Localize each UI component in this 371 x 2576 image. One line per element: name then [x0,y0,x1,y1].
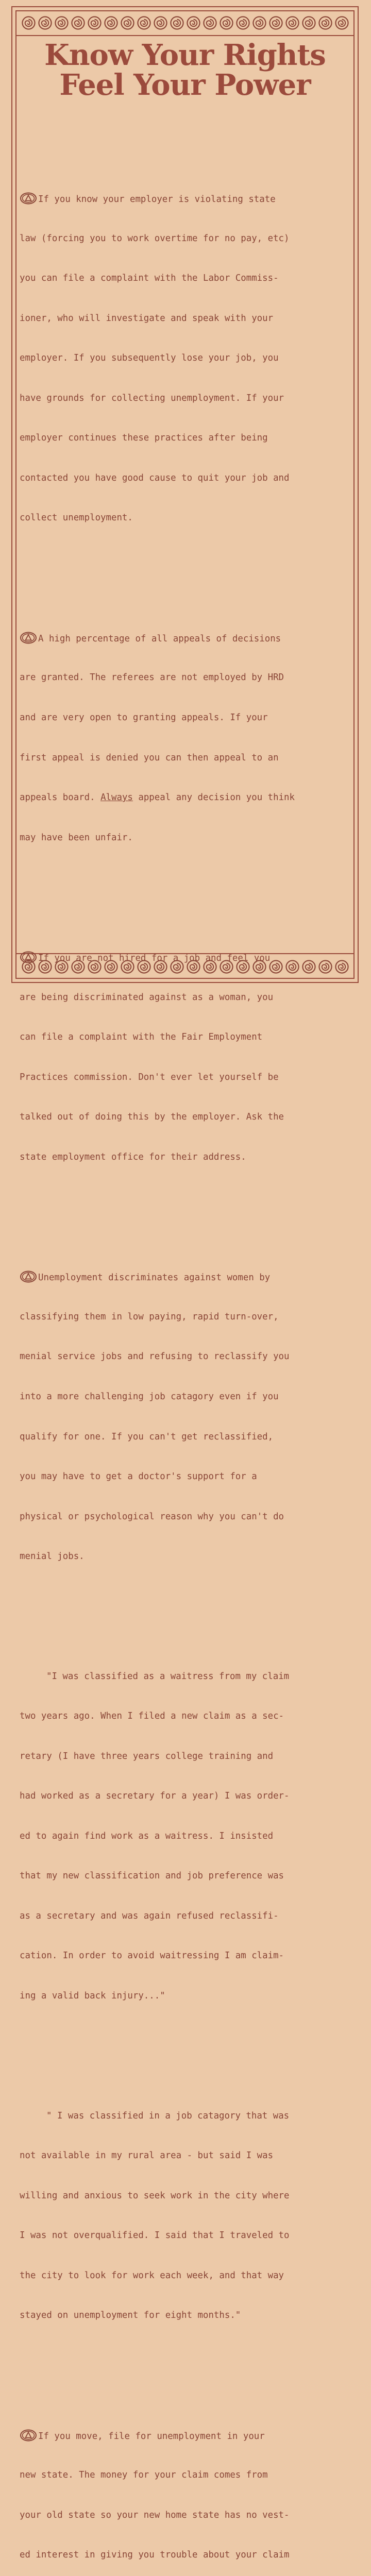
text-line: new state. The money for your claim comes from [20,2470,268,2481]
quote-2 [20,2083,352,2349]
text-line: "I was classified as a waitress from my claim [46,1671,290,1682]
text-line: physical or psychological reason why you can't do [20,1511,284,1522]
swirl-circle-icon [334,15,349,30]
text-line: two years ago. When I filed a new claim as a sec- [20,1711,284,1722]
text-line: have grounds for collecting unemployment. If your [20,393,284,403]
circled-triangle-icon [20,192,37,205]
title-line-1: Know Your Rights [44,38,326,72]
text-line: contacted you have good cause to quit your job and [20,472,290,483]
text-line: into a more challenging job catagory even if you [20,1392,279,1402]
swirl-circle-icon [235,15,250,30]
page-title [15,40,355,100]
swirl-circle-icon [104,15,119,30]
circled-triangle-icon [20,1270,37,1283]
text-span: appeal any decision you think [132,792,295,803]
swirl-circle-icon [87,15,102,30]
swirl-circle-icon [54,15,69,30]
article-body [20,112,352,2576]
swirl-circle-icon [219,15,234,30]
paragraph-2 [20,605,352,871]
text-line [20,1270,352,1284]
swirl-circle-icon [268,15,283,30]
text-line: ing a valid back injury..." [20,1990,165,2001]
text-span: A high percentage of all appeals of decisions [38,633,281,644]
text-line: you can file a complaint with the Labor Commiss- [20,273,279,284]
swirl-circle-icon [170,15,184,30]
text-line: employer. If you subsequently lose your job, you [20,353,279,364]
text-line: law (forcing you to work overtime for no pay, etc) [20,233,290,244]
title-line-2: Feel Your Power [59,68,311,102]
text-span: If you are not hired for a job and feel you [38,953,271,964]
paragraph-4 [20,1244,352,1590]
text-span: If you move, file for unemployment in your [38,2431,265,2442]
text-line: retary (I have three years college training and [20,1751,274,1761]
text-line: employer continues these practices after being [20,433,268,444]
circled-triangle-icon [20,951,37,963]
paragraph-3 [20,924,352,1191]
paragraph-1 [20,165,352,551]
text-line: ioner, who will investigate and speak with your [20,313,274,324]
quote-1 [20,1643,352,2029]
text-line: state employment office for their address. [20,1151,246,1162]
swirl-circle-icon [285,15,300,30]
text-line: as a secretary and was again refused reclassifi- [20,1910,279,1921]
swirl-circle-icon [252,15,267,30]
text-line: your old state so your new home state has no vest- [20,2510,290,2520]
text-line: I was not overqualified. I said that I traveled to [20,2230,290,2241]
text-line: you may have to get a doctor's support for a [20,1471,257,1482]
circled-triangle-icon [20,632,37,644]
swirl-circle-icon [38,15,53,30]
text-line: are being discriminated against as a woman, you [20,992,274,1003]
text-line: had worked as a secretary for a year) I was order- [20,1791,290,1802]
text-line: menial service jobs and refusing to reclassify you [20,1351,290,1362]
text-line: stayed on unemployment for eight months." [20,2310,241,2321]
text-span: If you know your employer is violating state [38,194,276,205]
text-line: classifying them in low paying, rapid turn-over, [20,1311,279,1322]
swirl-circle-icon [301,15,316,30]
text-line [20,192,352,206]
text-line: willing and anxious to seek work in the city where [20,2190,290,2201]
text-line: menial jobs. [20,1551,85,1562]
swirl-circle-icon [120,15,135,30]
text-line: ed to again find work as a waitress. I insisted [20,1831,274,1841]
text-line: qualify for one. If you can't get reclassified, [20,1431,274,1442]
text-line: can file a complaint with the Fair Employment [20,1032,263,1043]
swirl-circle-icon [153,15,168,30]
text-line: are granted. The referees are not employed by HRD [20,672,284,683]
text-line [20,951,352,964]
text-line: the city to look for work each week, and that way [20,2270,284,2281]
swirl-circle-icon [318,15,333,30]
text-line: talked out of doing this by the employer. Ask the [20,1112,284,1123]
text-line: " I was classified in a job catagory that was [46,2110,290,2121]
text-line: Practices commission. Don't ever let yourself be [20,1072,279,1082]
paragraph-7 [20,2402,352,2576]
text-line: first appeal is denied you can then appeal to an [20,752,279,763]
text-line: and are very open to granting appeals. If your [20,712,268,723]
swirl-circle-icon [137,15,151,30]
text-line: cation. In order to avoid waitressing I am claim- [20,1951,284,1961]
text-line [20,2429,352,2443]
text-line: that my new classification and job preference was [20,1871,284,1882]
text-line [20,632,352,645]
text-line: not available in my rural area - but said I was [20,2150,274,2161]
text-span: appeals board. [20,792,101,803]
swirl-circle-icon [186,15,201,30]
text-line: ed interest in giving you trouble about your claim [20,2550,290,2561]
swirl-circle-icon [21,15,36,30]
text-span: Unemployment discriminates against women by [38,1273,271,1283]
text-line: may have been unfair. [20,832,133,843]
text-line: collect unemployment. [20,513,133,523]
circled-triangle-icon [20,2429,37,2442]
swirl-circle-icon [71,15,86,30]
top-ornament-band [15,10,355,36]
underlined-word: Always [100,792,133,803]
text-line [20,791,352,805]
swirl-circle-icon [203,15,217,30]
